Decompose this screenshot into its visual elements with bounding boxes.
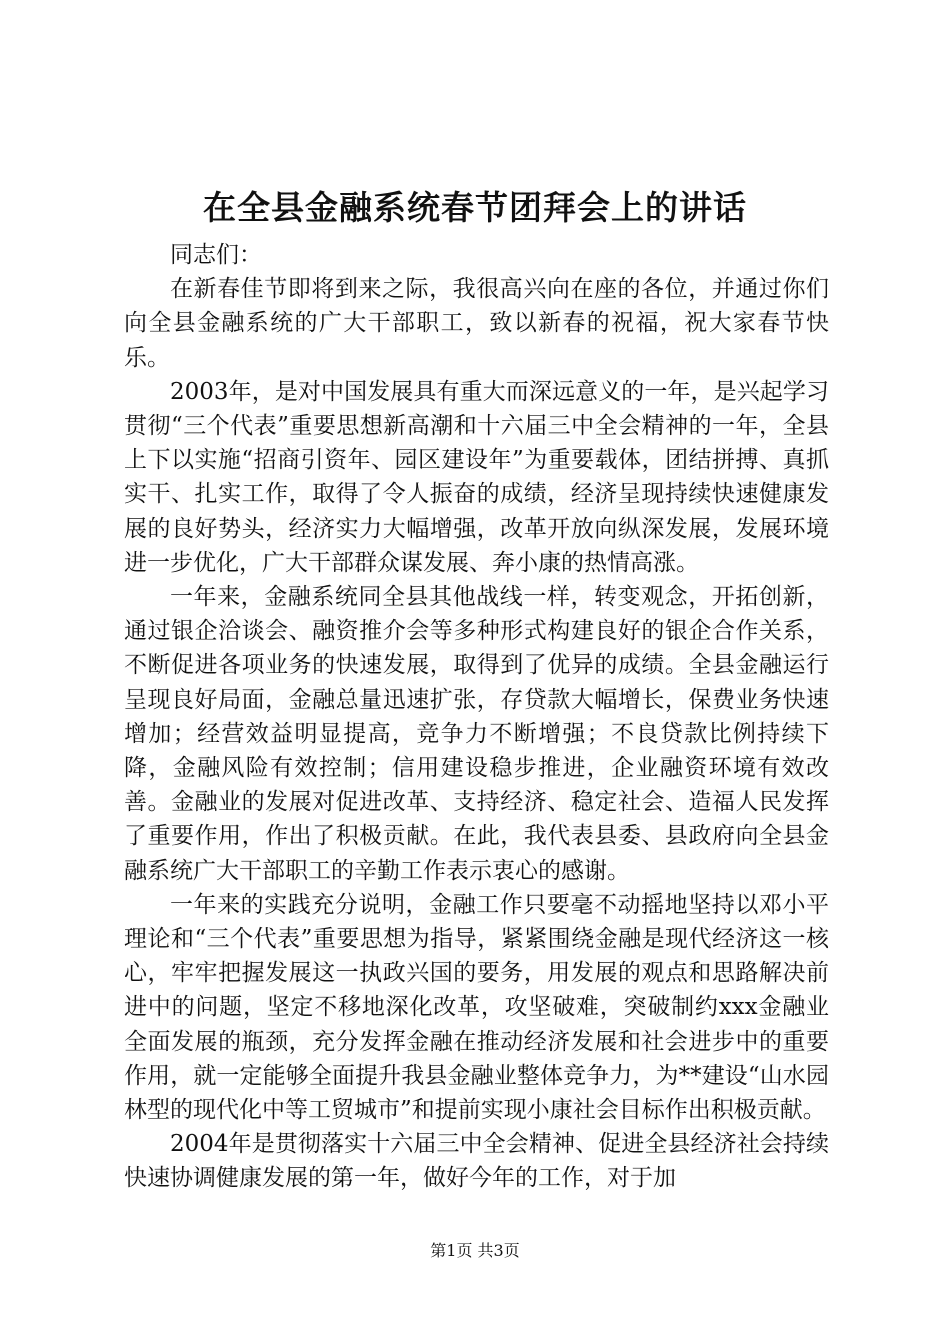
page-number-footer: 第1页 共3页 — [430, 1241, 520, 1260]
document-body — [124, 238, 829, 1196]
paragraph-1: 在新春佳节即将到来之际，我很高兴向在座的各位，并通过你们向全县金融系统的广大干部职工，致以新春的祝福，祝大家春节快乐。 — [124, 276, 829, 371]
paragraph-2: 2003年，是对中国发展具有重大而深远意义的一年，是兴起学习贯彻“三个代表”重要思想新高潮和十六届三中全会精神的一年，全县上下以实施“招商引资年、园区建设年”为重要载体，团结拼搏、真抓实干、扎实工作，取得了令人振奋的成绩，经济呈现持续快速健康发展的良好势头，经济实力大幅增强，改革开放向纵深发展，发展环境进一步优化，广大干部群众谋发展、奔小康的热情高涨。 — [124, 378, 829, 576]
salutation: 同志们： — [170, 242, 262, 268]
paragraph-3: 一年来，金融系统同全县其他战线一样，转变观念，开拓创新，通过银企洽谈会、融资推介会等多种形式构建良好的银企合作关系，不断促进各项业务的快速发展，取得到了优异的成绩。全县金融运行呈现良好局面，金融总量迅速扩张，存贷款大幅增长，保费业务快速增加；经营效益明显提高，竞争力不断增强；不良贷款比例持续下降，金融风险有效控制；信用建设稳步推进，企业融资环境有效改善。金融业的发展对促进改革、支持经济、稳定社会、造福人民发挥了重要作用，作出了积极贡献。在此，我代表县委、县政府向全县金融系统广大干部职工的辛勤工作表示衷心的感谢。 — [124, 584, 829, 884]
paragraph-5: 2004年是贯彻落实十六届三中全会精神、促进全县经济社会持续快速协调健康发展的第一年，做好今年的工作，对于加 — [124, 1131, 829, 1192]
paragraph-4: 一年来的实践充分说明，金融工作只要毫不动摇地坚持以邓小平理论和“三个代表”重要思想为指导，紧紧围绕金融是现代经济这一核心，牢牢把握发展这一执政兴国的要务，用发展的观点和思路解决前进中的问题，坚定不移地深化改革，攻坚破难，突破制约xxx金融业全面发展的瓶颈，充分发挥金融在推动经济发展和社会进步中的重要作用，就一定能够全面提升我县金融业整体竞争力，为**建设“山水园林型的现代化中等工贸城市”和提前实现小康社会目标作出积极贡献。 — [124, 891, 829, 1124]
page-title: 在全县金融系统春节团拜会上的讲话 — [203, 188, 747, 227]
